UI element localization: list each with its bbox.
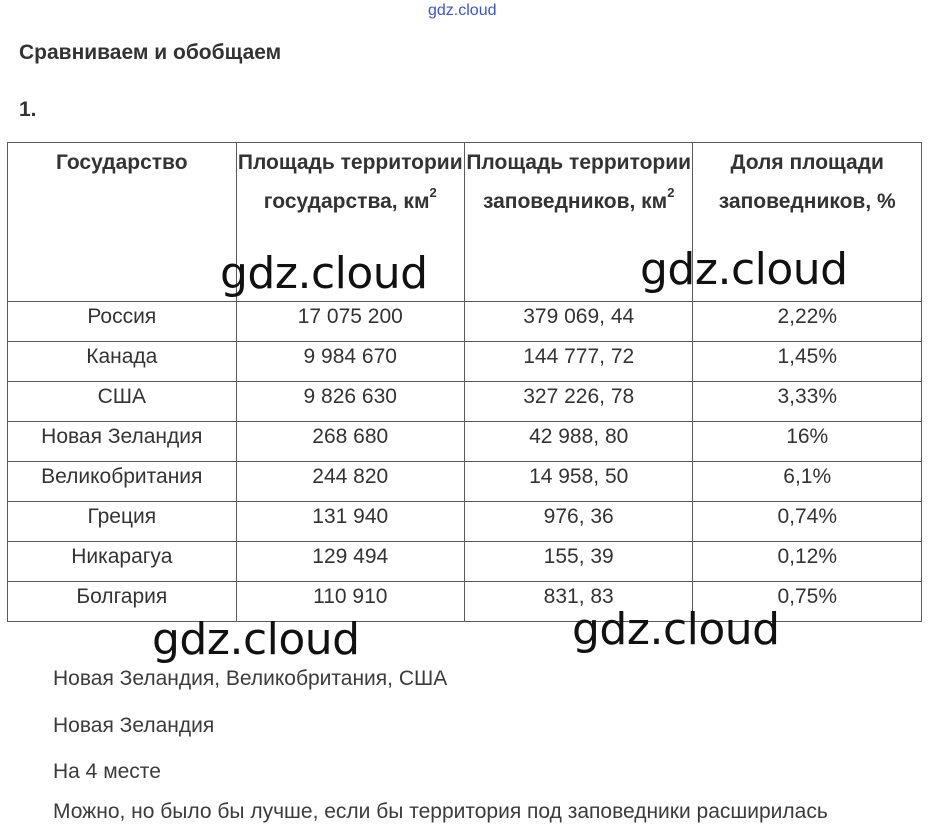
answer-1: Новая Зеландия, Великобритания, США bbox=[53, 667, 448, 690]
watermark: gdz.cloud bbox=[572, 604, 780, 655]
table-row bbox=[8, 382, 922, 422]
cell-area-reserves: 976, 36 bbox=[464, 502, 693, 542]
cell-state: Великобритания bbox=[8, 462, 237, 502]
cell-share: 6,1% bbox=[693, 462, 922, 502]
cell-state: Греция bbox=[8, 502, 237, 542]
cell-area-state: 268 680 bbox=[236, 422, 464, 462]
data-table bbox=[7, 142, 922, 622]
superscript-2: 2 bbox=[429, 185, 437, 200]
watermark: gdz.cloud bbox=[640, 244, 848, 295]
table-row bbox=[8, 302, 922, 342]
cell-area-state: 17 075 200 bbox=[236, 302, 464, 342]
cell-area-state: 9 984 670 bbox=[236, 342, 464, 382]
answer-4: Можно, но было бы лучше, если бы территория под заповедники расширилась bbox=[53, 800, 828, 823]
table-row bbox=[8, 422, 922, 462]
cell-state: Россия bbox=[8, 302, 237, 342]
cell-state: Новая Зеландия bbox=[8, 422, 237, 462]
task-number: 1. bbox=[19, 98, 37, 121]
cell-area-state: 244 820 bbox=[236, 462, 464, 502]
cell-share: 0,74% bbox=[693, 502, 922, 542]
cell-area-reserves: 379 069, 44 bbox=[464, 302, 693, 342]
cell-area-reserves: 327 226, 78 bbox=[464, 382, 693, 422]
header-area-reserves: Площадь территории заповедников, $км^2$ bbox=[464, 143, 693, 302]
site-link[interactable]: gdz.cloud bbox=[428, 2, 497, 19]
cell-area-state: 131 940 bbox=[236, 502, 464, 542]
cell-share: 0,75% bbox=[693, 582, 922, 622]
table-row bbox=[8, 582, 922, 622]
header-share: Доля площади заповедников, % bbox=[693, 143, 922, 302]
cell-area-state: 9 826 630 bbox=[236, 382, 464, 422]
cell-state: Никарагуа bbox=[8, 542, 237, 582]
cell-share: 16% bbox=[693, 422, 922, 462]
cell-share: 0,12% bbox=[693, 542, 922, 582]
cell-share: 2,22% bbox=[693, 302, 922, 342]
section-title: Сравниваем и обобщаем bbox=[19, 41, 282, 64]
table-row bbox=[8, 542, 922, 582]
cell-state: США bbox=[8, 382, 237, 422]
header-state: Государство bbox=[8, 143, 237, 302]
table-body bbox=[8, 302, 922, 622]
cell-share: 3,33% bbox=[693, 382, 922, 422]
cell-area-state: 129 494 bbox=[236, 542, 464, 582]
answer-2: Новая Зеландия bbox=[53, 714, 215, 737]
table-row bbox=[8, 462, 922, 502]
cell-state: Канада bbox=[8, 342, 237, 382]
cell-area-reserves: 831, 83 bbox=[464, 582, 693, 622]
cell-area-reserves: 14 958, 50 bbox=[464, 462, 693, 502]
cell-area-state: 110 910 bbox=[236, 582, 464, 622]
cell-area-reserves: 155, 39 bbox=[464, 542, 693, 582]
cell-area-reserves: 42 988, 80 bbox=[464, 422, 693, 462]
watermark: gdz.cloud bbox=[152, 614, 360, 665]
watermark: gdz.cloud bbox=[220, 248, 428, 299]
header-area-state: Площадь территории государства, $км^2$ bbox=[236, 143, 464, 302]
cell-area-reserves: 144 777, 72 bbox=[464, 342, 693, 382]
table-row bbox=[8, 502, 922, 542]
answer-3: На 4 месте bbox=[53, 760, 161, 783]
cell-share: 1,45% bbox=[693, 342, 922, 382]
table-row bbox=[8, 342, 922, 382]
cell-state: Болгария bbox=[8, 582, 237, 622]
superscript-2: 2 bbox=[667, 185, 675, 200]
